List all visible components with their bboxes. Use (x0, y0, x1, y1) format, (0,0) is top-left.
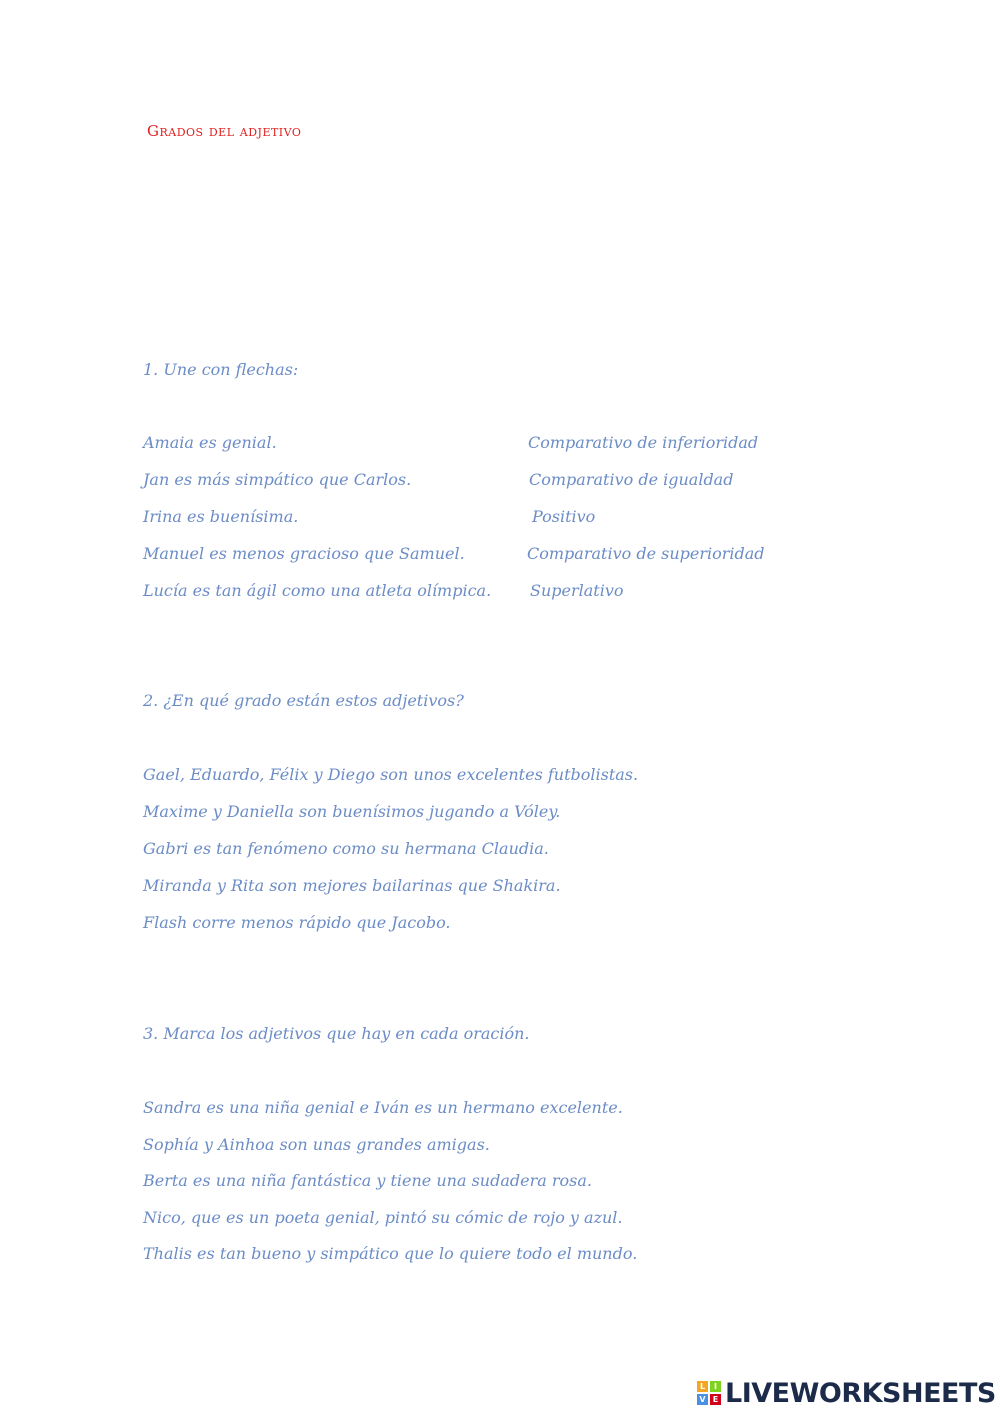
logo-tile: L (697, 1381, 708, 1392)
section1-heading: 1. Une con flechas: (143, 360, 299, 379)
section1-left-item: Manuel es menos gracioso que Samuel. (143, 544, 465, 563)
section3-sentence: Nico, que es un poeta genial, pintó su cómic de rojo y azul. (143, 1208, 623, 1227)
section3-heading: 3. Marca los adjetivos que hay en cada oración. (143, 1024, 530, 1043)
section1-right-item: Comparativo de superioridad (527, 544, 765, 563)
section3-sentence: Sandra es una niña genial e Iván es un hermano excelente. (143, 1098, 623, 1117)
section2-sentence: Miranda y Rita son mejores bailarinas que Shakira. (143, 876, 561, 895)
section1-right-item: Comparativo de inferioridad (528, 433, 759, 452)
section1-right-item: Superlativo (530, 581, 624, 600)
section2-sentence: Gabri es tan fenómeno como su hermana Claudia. (143, 839, 549, 858)
section1-right-item: Positivo (532, 507, 596, 526)
page-title: Grados del adjetivo (147, 122, 302, 140)
section1-left-item: Lucía es tan ágil como una atleta olímpica. (143, 581, 492, 600)
section1-left-item: Irina es buenísima. (143, 507, 299, 526)
section3-sentence: Sophía y Ainhoa son unas grandes amigas. (143, 1135, 490, 1154)
logo-tile: I (710, 1381, 721, 1392)
section1-left-item: Amaia es genial. (143, 433, 277, 452)
section3-sentence: Thalis es tan bueno y simpático que lo quiere todo el mundo. (143, 1244, 638, 1263)
liveworksheets-logo[interactable] (697, 1376, 996, 1410)
section2-heading: 2. ¿En qué grado están estos adjetivos? (143, 691, 464, 710)
section1-left-item: Jan es más simpático que Carlos. (143, 470, 412, 489)
section2-sentence: Maxime y Daniella son buenísimos jugando a Vóley. (143, 802, 561, 821)
logo-mark-icon (697, 1381, 721, 1405)
section1-right-item: Comparativo de igualdad (529, 470, 734, 489)
section3-sentence: Berta es una niña fantástica y tiene una sudadera rosa. (143, 1171, 592, 1190)
logo-tile: V (697, 1394, 708, 1405)
logo-tile: E (710, 1394, 721, 1405)
section2-sentence: Gael, Eduardo, Félix y Diego son unos excelentes futbolistas. (143, 765, 639, 784)
logo-text: LIVEWORKSHEETS (725, 1377, 996, 1409)
section2-sentence: Flash corre menos rápido que Jacobo. (143, 913, 451, 932)
